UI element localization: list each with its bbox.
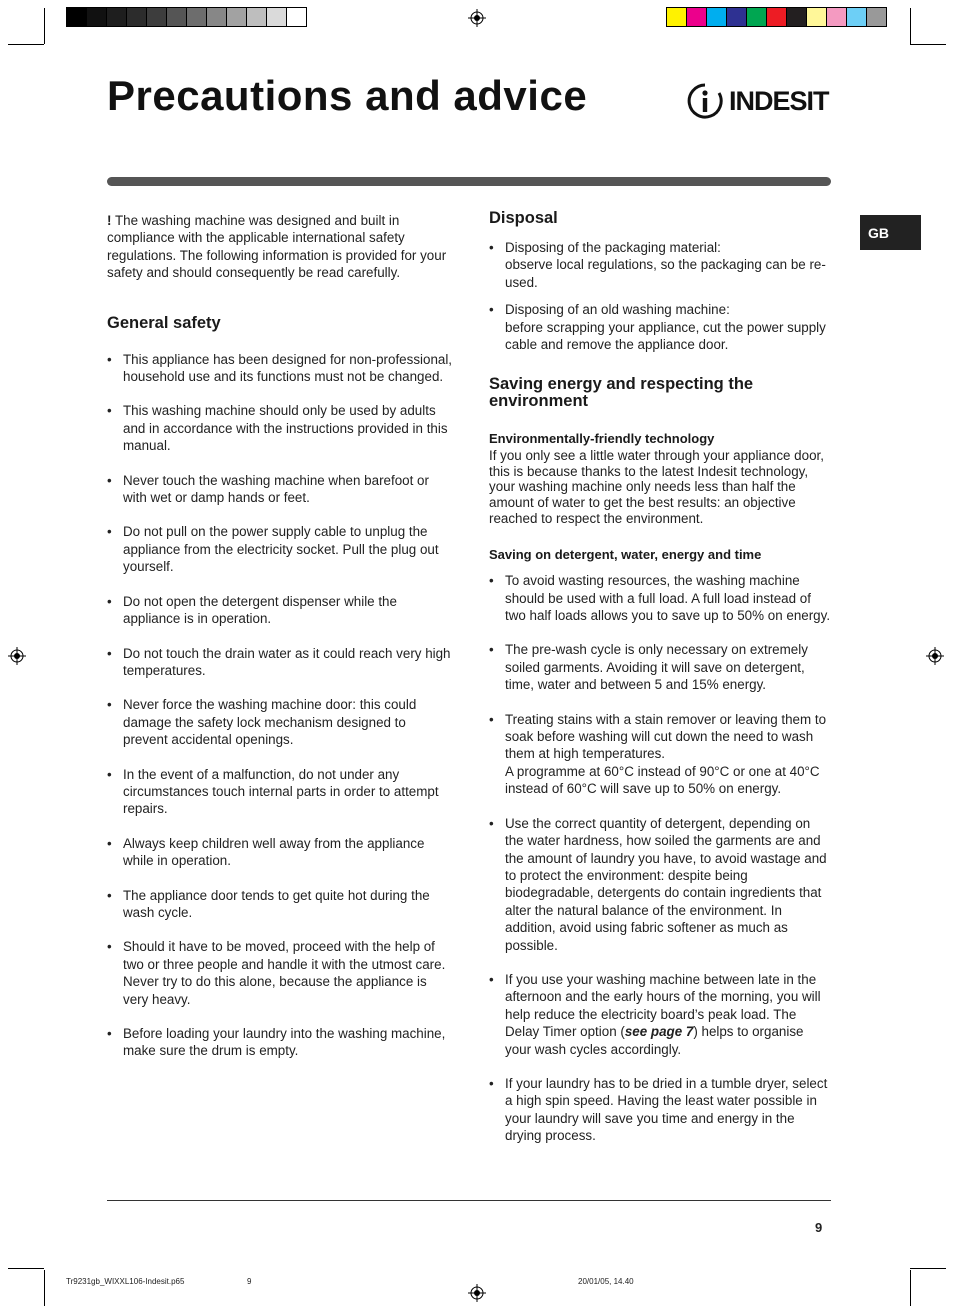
registration-mark-icon: [468, 1284, 486, 1302]
safety-item-text: Should it have to be moved, proceed with the help of two or three people and handle it with the utmost care. Never try to do this alone, because the appliance is very heavy.: [123, 939, 446, 1007]
list-item: [489, 239, 831, 291]
color-swatch: [867, 8, 886, 26]
safety-item-text: The appliance door tends to get quite hot during the wash cycle.: [123, 887, 430, 920]
saving-item-text: Use the correct quantity of detergent, depending on the water hardness, how soiled the garments are and the amount of laundry you have, to avoid wastage and to protect the environment: despite being biodegradable, detergents do contain ingredients that alter the natural balance of the environment. In addition, avoid using fabric softener as much as possible.: [505, 815, 827, 953]
grey-swatch: [107, 8, 127, 26]
color-swatch: [707, 8, 727, 26]
color-calibration-bar: [666, 7, 887, 27]
color-swatch: [747, 8, 767, 26]
eco-tech-text: If you only see a little water through your appliance door, this is because thanks to the latest Indesit technology, your washing machine only needs less than half the amount of water to get the best results: an objective reached to respect the environment.: [489, 447, 824, 527]
footer-filename: Tr9231gb_WIXXL106-Indesit.p65: [66, 1277, 185, 1286]
safety-item-text: Do not open the detergent dispenser while the appliance is in operation.: [123, 593, 397, 627]
footer-divider: [107, 1200, 831, 1201]
list-item: [107, 593, 453, 628]
footer-date: 20/01/05, 14.40: [578, 1277, 634, 1286]
safety-item-text: This washing machine should only be used by adults and in accordance with the instructions provided in this manual.: [123, 403, 448, 454]
list-item: [107, 766, 453, 818]
page-number: 9: [815, 1220, 823, 1235]
general-safety-list: [107, 351, 453, 1060]
list-item: [107, 402, 453, 454]
registration-mark-icon: [926, 647, 944, 665]
color-swatch: [687, 8, 707, 26]
disposal-item-text: before scrapping your appliance, cut the power supply cable and remove the appliance door.: [505, 319, 826, 353]
disposal-list: [489, 239, 831, 353]
color-swatch: [787, 8, 807, 26]
language-tab: GB: [860, 215, 921, 250]
see-page-link[interactable]: see page 7: [624, 1024, 694, 1040]
list-item: [107, 472, 453, 507]
color-swatch: [847, 8, 867, 26]
page-title: Precautions and advice: [107, 72, 588, 119]
list-item: [489, 711, 831, 798]
color-swatch: [807, 8, 827, 26]
grey-swatch: [287, 8, 306, 26]
list-item: [107, 696, 453, 748]
grey-swatch: [87, 8, 107, 26]
list-item: [489, 572, 831, 624]
saving-item-tail: ) helps to organise your wash cycles accordingly.: [505, 1024, 804, 1057]
grey-swatch: [67, 8, 87, 26]
saving-heading: Saving energy and respecting the environment: [489, 375, 754, 411]
header-divider: [107, 177, 831, 186]
list-item: [107, 645, 453, 680]
list-item: [489, 971, 831, 1058]
safety-item-text: Do not touch the drain water as it could reach very high temperatures.: [123, 645, 451, 678]
saving-list: [489, 572, 831, 1144]
registration-mark-icon: [468, 9, 486, 27]
grey-swatch: [167, 8, 187, 26]
disposal-heading: Disposal: [489, 209, 558, 227]
intro-paragraph: [107, 212, 453, 282]
registration-mark-icon: [8, 647, 26, 665]
list-item: [107, 835, 453, 870]
disposal-item-text: observe local regulations, so the packaging can be re-used.: [505, 257, 826, 290]
list-item: [107, 938, 453, 1008]
saving-item-text: The pre-wash cycle is only necessary on extremely soiled garments. Avoiding it will save on detergent, time, water and between 5 and 15% energy.: [505, 642, 808, 693]
color-swatch: [827, 8, 847, 26]
disposal-item-title: Disposing of an old washing machine:: [505, 302, 730, 318]
grey-swatch: [207, 8, 227, 26]
safety-item-text: Before loading your laundry into the washing machine, make sure the drum is empty.: [123, 1026, 446, 1059]
disposal-item-title: Disposing of the packaging material:: [505, 240, 721, 255]
list-item: [107, 523, 453, 575]
color-swatch: [767, 8, 787, 26]
eco-tech-subheading: Environmentally-friendly technology: [489, 431, 715, 447]
grey-swatch: [127, 8, 147, 26]
list-item: [489, 1075, 831, 1145]
grey-swatch: [147, 8, 167, 26]
general-safety-heading: General safety: [107, 313, 221, 332]
list-item: [107, 1025, 453, 1060]
safety-item-text: In the event of a malfunction, do not under any circumstances touch internal parts in order to attempt repairs.: [123, 766, 439, 817]
color-swatch: [667, 8, 687, 26]
saving-item-extra: A programme at 60°C instead of 90°C or one at 40°C instead of 60°C will save up to 50% on energy.: [505, 763, 820, 797]
grey-swatch: [267, 8, 287, 26]
grey-swatch: [187, 8, 207, 26]
right-column: [489, 210, 831, 1145]
list-item: [489, 641, 831, 693]
list-item: [107, 887, 453, 922]
safety-item-text: Never touch the washing machine when barefoot or with wet or damp hands or feet.: [123, 472, 429, 506]
grey-swatch: [247, 8, 267, 26]
left-column: [107, 212, 453, 1060]
intro-text: The washing machine was designed and built in compliance with the applicable international safety regulations. The following information is provided for your safety and should consequently be read carefully.: [107, 213, 447, 281]
safety-item-text: Do not pull on the power supply cable to unplug the appliance from the electricity socket. Pull the plug out yourself.: [123, 524, 439, 575]
saving-item-text: To avoid wasting resources, the washing machine should be used with a full load. A full load instead of two half loads allows you to save up to 50% on energy.: [505, 573, 831, 624]
list-item: [107, 351, 453, 386]
warning-mark: !: [107, 213, 112, 228]
color-swatch: [727, 8, 747, 26]
safety-item-text: This appliance has been designed for non-professional, household use and its functions must not be changed.: [123, 351, 453, 385]
saving-subheading: Saving on detergent, water, energy and time: [489, 546, 762, 562]
footer-page: 9: [247, 1277, 252, 1286]
saving-item-text: If you use your washing machine between late in the afternoon and the early hours of the morning, you will help reduce the electricity board’s peak load. The Delay Timer option (: [505, 971, 821, 1040]
list-item: [489, 301, 831, 353]
brand-name: INDESIT: [729, 85, 829, 116]
grey-swatch: [227, 8, 247, 26]
safety-item-text: Always keep children well away from the appliance while in operation.: [123, 835, 425, 869]
list-item: [489, 815, 831, 954]
safety-item-text: Never force the washing machine door: this could damage the safety lock mechanism designed to prevent accidental openings.: [123, 697, 417, 748]
grey-calibration-bar: [66, 7, 307, 27]
indesit-logo-icon: [686, 82, 724, 120]
saving-item-text: If your laundry has to be dried in a tumble dryer, select a high spin speed. Having the least water possible in your laundry will save you time and energy in the drying process.: [505, 1075, 828, 1144]
indesit-logo: [686, 82, 829, 120]
saving-item-text: Treating stains with a stain remover or leaving them to soak before washing will cut down the need to wash them at high temperatures.: [505, 711, 827, 762]
